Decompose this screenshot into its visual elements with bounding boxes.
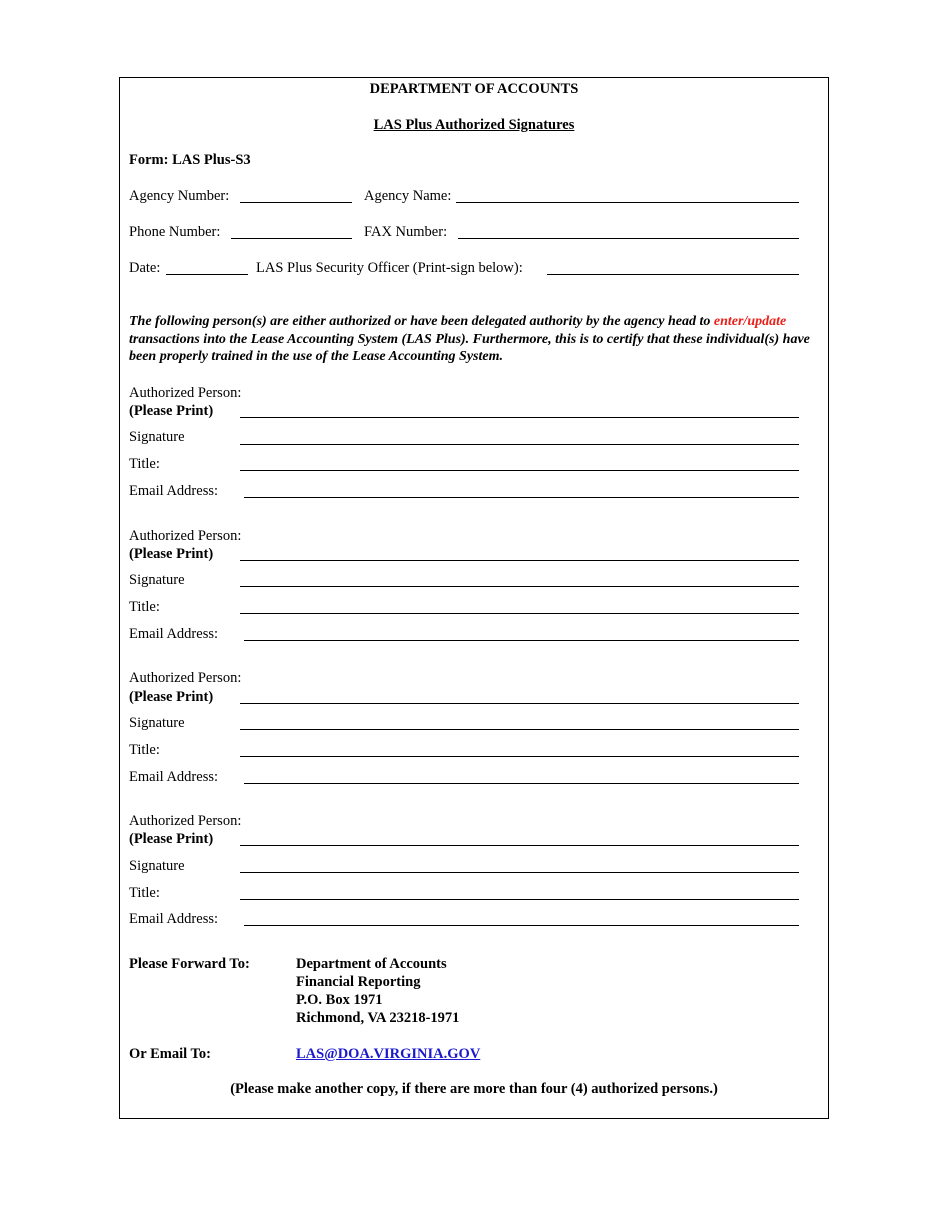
title-field[interactable] — [240, 613, 799, 614]
form-id: Form: LAS Plus-S3 — [129, 152, 251, 168]
email-field[interactable] — [244, 783, 799, 784]
email-link[interactable]: LAS@DOA.VIRGINIA.GOV — [296, 1046, 481, 1062]
statement-part2: transactions into the Lease Accounting System (LAS Plus). Furthermore, this is to certify that these individual(s) have been properly trained in the use of the Lease Accounting System. — [129, 331, 810, 364]
address-line-4: Richmond, VA 23218-1971 — [296, 1010, 460, 1026]
email-field[interactable] — [244, 497, 799, 498]
signature-label: Signature — [129, 715, 185, 731]
security-officer-field[interactable] — [547, 274, 799, 275]
signature-field[interactable] — [240, 444, 799, 445]
authorized-person-field[interactable] — [240, 560, 799, 561]
date-field[interactable] — [166, 274, 248, 275]
authorized-person-field[interactable] — [240, 417, 799, 418]
please-print-label: (Please Print) — [129, 546, 214, 562]
title-field[interactable] — [240, 899, 799, 900]
agency-number-label: Agency Number: — [129, 188, 230, 204]
email-label: Email Address: — [129, 911, 219, 927]
email-to-label: Or Email To: — [129, 1046, 211, 1062]
statement-highlight: enter/update — [713, 314, 787, 329]
certification-statement — [129, 313, 821, 366]
title-field[interactable] — [240, 756, 799, 757]
footer-note: (Please make another copy, if there are more than four (4) authorized persons.) — [230, 1081, 718, 1097]
security-officer-label: LAS Plus Security Officer (Print-sign below): — [256, 260, 523, 276]
signature-field[interactable] — [240, 872, 799, 873]
phone-number-label: Phone Number: — [129, 224, 221, 240]
please-print-label: (Please Print) — [129, 689, 214, 705]
statement-part1: The following person(s) are either authorized or have been delegated authority by the agency head to — [129, 314, 711, 329]
please-print-label: (Please Print) — [129, 831, 214, 847]
authorized-person-label: Authorized Person: — [129, 528, 242, 544]
signature-field[interactable] — [240, 586, 799, 587]
title-field[interactable] — [240, 470, 799, 471]
email-field[interactable] — [244, 640, 799, 641]
authorized-person-label: Authorized Person: — [129, 385, 242, 401]
signature-field[interactable] — [240, 729, 799, 730]
phone-number-field[interactable] — [231, 238, 352, 239]
title-label: Title: — [129, 456, 160, 472]
signature-label: Signature — [129, 572, 185, 588]
fax-number-label: FAX Number: — [364, 224, 448, 240]
department-heading: DEPARTMENT OF ACCOUNTS — [369, 81, 579, 97]
email-label: Email Address: — [129, 483, 219, 499]
authorized-person-field[interactable] — [240, 703, 799, 704]
title-label: Title: — [129, 599, 160, 615]
please-print-label: (Please Print) — [129, 403, 214, 419]
agency-name-label: Agency Name: — [364, 188, 452, 204]
title-label: Title: — [129, 885, 160, 901]
fax-number-field[interactable] — [458, 238, 799, 239]
signature-label: Signature — [129, 429, 185, 445]
email-label: Email Address: — [129, 769, 219, 785]
address-line-1: Department of Accounts — [296, 956, 447, 972]
authorized-person-field[interactable] — [240, 845, 799, 846]
form-title: LAS Plus Authorized Signatures — [373, 117, 575, 133]
agency-number-field[interactable] — [240, 202, 352, 203]
authorized-person-label: Authorized Person: — [129, 670, 242, 686]
email-label: Email Address: — [129, 626, 219, 642]
forward-label: Please Forward To: — [129, 956, 250, 972]
title-label: Title: — [129, 742, 160, 758]
address-line-3: P.O. Box 1971 — [296, 992, 383, 1008]
signature-label: Signature — [129, 858, 185, 874]
address-line-2: Financial Reporting — [296, 974, 421, 990]
authorized-person-label: Authorized Person: — [129, 813, 242, 829]
date-label: Date: — [129, 260, 161, 276]
email-field[interactable] — [244, 925, 799, 926]
agency-name-field[interactable] — [456, 202, 799, 203]
